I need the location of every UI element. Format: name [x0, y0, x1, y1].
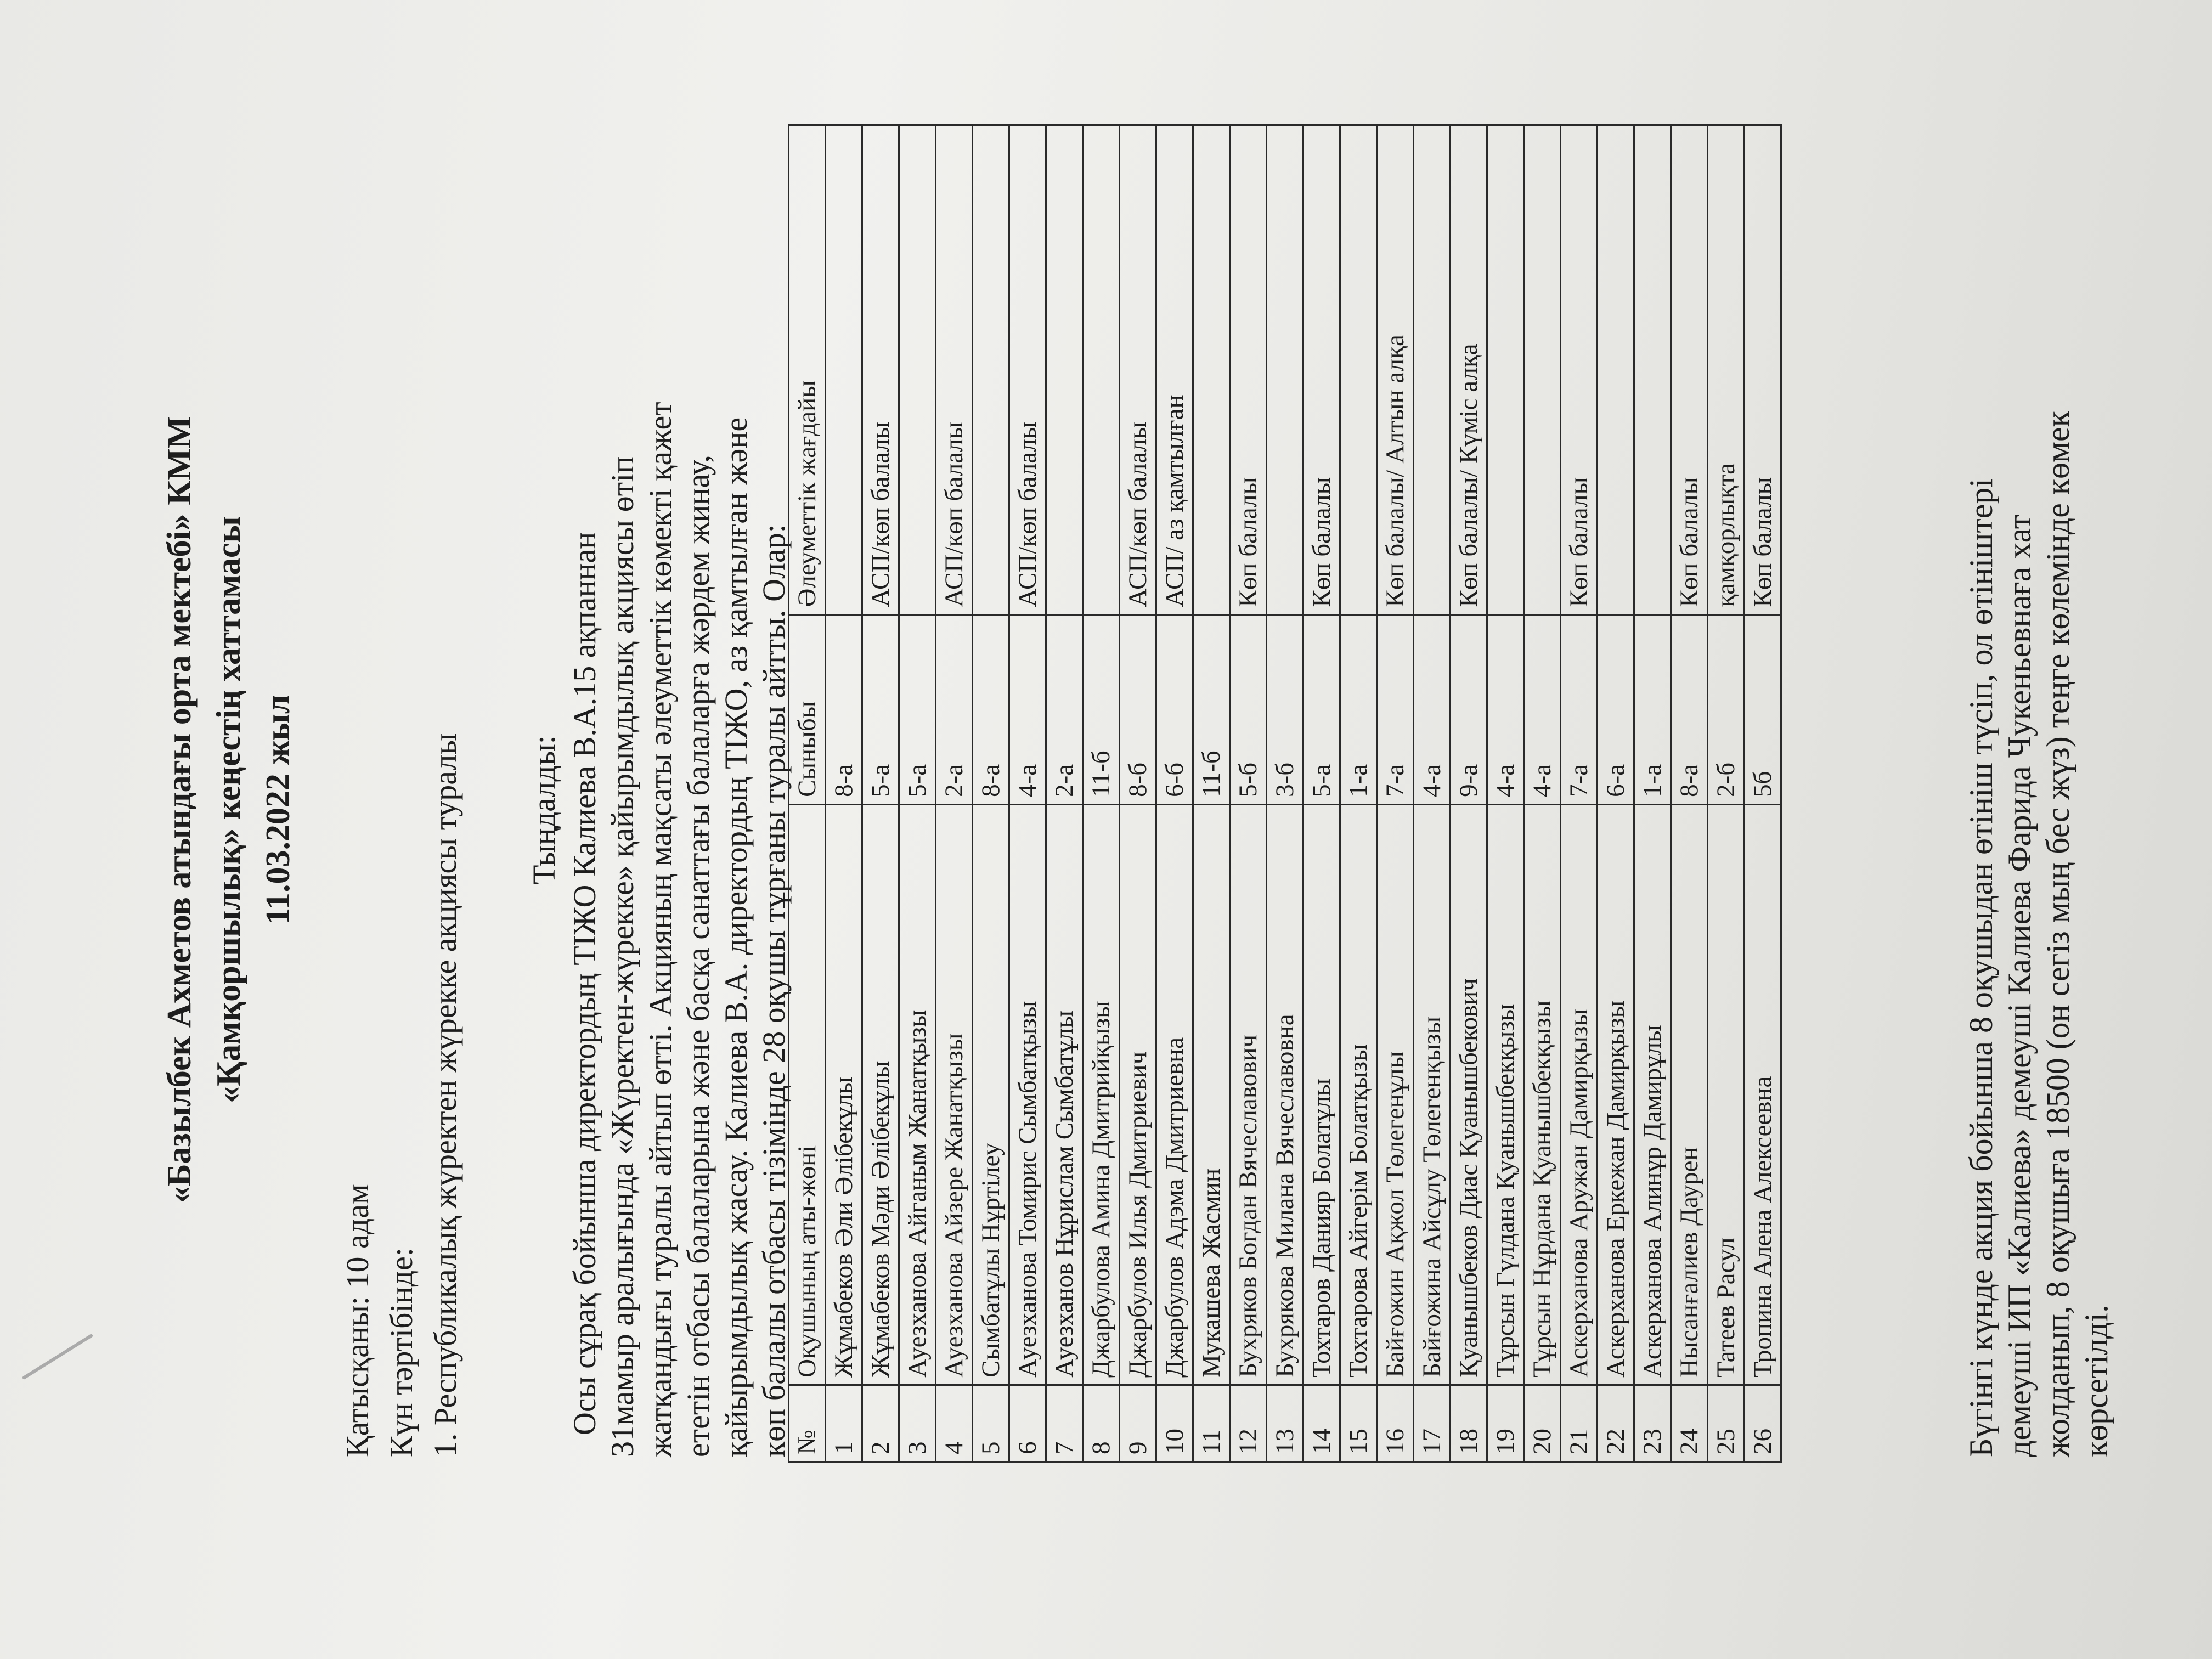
cell-number: 17 — [1414, 1385, 1451, 1462]
cell-class: 6-а — [1598, 614, 1634, 804]
cell-student-name: Байғожина Айсұлу Төлегенқызы — [1414, 804, 1451, 1385]
cell-number: 14 — [1304, 1385, 1340, 1462]
cell-status: Көп балалы — [1304, 125, 1340, 615]
cell-class: 6-б — [1156, 614, 1193, 804]
cell-student-name: Джарбулов Адэма Дмитриевна — [1156, 804, 1193, 1385]
cell-student-name: Тохтаров Данияр Болатұлы — [1304, 804, 1340, 1385]
cell-student-name: Байғожин Ақжол Төлегенұлы — [1377, 804, 1414, 1385]
cell-status — [826, 125, 862, 615]
attendance-count: Қатысқаны: 10 адам — [340, 1184, 375, 1457]
cell-class: 5-а — [862, 614, 899, 804]
cell-number: 25 — [1708, 1385, 1745, 1462]
cell-student-name: Тұрсын Гүлдана Қуанышбекқызы — [1487, 804, 1524, 1385]
cell-number: 15 — [1340, 1385, 1377, 1462]
cell-number: 3 — [899, 1385, 936, 1462]
cell-class: 11-б — [1193, 614, 1230, 804]
table-header-row — [789, 125, 826, 1462]
cell-student-name: Ауезханова Айзере Жанатқызы — [936, 804, 973, 1385]
cell-student-name: Аскерханова Еркежан Дамирқызы — [1598, 804, 1634, 1385]
col-status: Әлеуметтік жағдайы — [789, 125, 826, 615]
agenda-item: 1. Республикалық жүректен жүрекке акциясы туралы — [427, 733, 463, 1457]
cell-class: 4-а — [1487, 614, 1524, 804]
cell-status: АСП/көп балалы — [862, 125, 899, 615]
cell-status: АСП/көп балалы — [936, 125, 973, 615]
cell-status — [1524, 125, 1561, 615]
cell-status: Көп балалы — [1561, 125, 1598, 615]
cell-student-name: Бухрякова Милана Вячеславовна — [1267, 804, 1304, 1385]
cell-number: 18 — [1451, 1385, 1487, 1462]
cell-class: 7-а — [1377, 614, 1414, 804]
cell-class: 5-б — [1230, 614, 1267, 804]
cell-number: 9 — [1120, 1385, 1156, 1462]
body-line: жатқандығы туралы айтып өтті. Акцияның мақсаты әлеуметтік көмекті қажет — [642, 402, 678, 1457]
cell-status: АСП/ аз қамтылған — [1156, 125, 1193, 615]
footer-line: жолданып, 8 оқушыға 18500 (он сегіз мың бес жүз) теңге көлемінде көмек — [2040, 411, 2076, 1457]
cell-class: 5-а — [899, 614, 936, 804]
table-row — [1193, 125, 1230, 1462]
cell-number: 24 — [1671, 1385, 1708, 1462]
cell-number: 23 — [1634, 1385, 1671, 1462]
table-row — [1083, 125, 1120, 1462]
student-table — [788, 124, 1782, 1463]
cell-status: Көп балалы — [1745, 125, 1781, 615]
cell-student-name: Қуанышбеков Диас Қуанышбекович — [1451, 804, 1487, 1385]
cell-status — [1193, 125, 1230, 615]
cell-number: 21 — [1561, 1385, 1598, 1462]
cell-number: 10 — [1156, 1385, 1193, 1462]
cell-number: 7 — [1046, 1385, 1083, 1462]
cell-status: Көп балалы — [1230, 125, 1267, 615]
cell-student-name: Жұмабеков Әли Әлібекұлы — [826, 804, 862, 1385]
cell-class: 4-а — [1414, 614, 1451, 804]
cell-status — [1267, 125, 1304, 615]
cell-status — [1340, 125, 1377, 615]
body-line: ететін отбасы балаларына және басқа санаттағы балаларға жәрдем жинау, — [680, 455, 716, 1457]
cell-number: 19 — [1487, 1385, 1524, 1462]
cell-student-name: Аскерханова Аружан Дамирқызы — [1561, 804, 1598, 1385]
cell-student-name: Тохтарова Айгерім Болатқызы — [1340, 804, 1377, 1385]
cell-class: 5-а — [1304, 614, 1340, 804]
cell-number: 16 — [1377, 1385, 1414, 1462]
cell-student-name: Аскерханова Алинұр Дамирұлы — [1634, 804, 1671, 1385]
cell-number: 8 — [1083, 1385, 1120, 1462]
cell-status — [1634, 125, 1671, 615]
table-row — [1156, 125, 1193, 1462]
cell-student-name: Татеев Расул — [1708, 804, 1745, 1385]
table-row — [826, 125, 862, 1462]
cell-class: 8-а — [1671, 614, 1708, 804]
table-row — [1708, 125, 1745, 1462]
cell-student-name: Ауезханов Нұрислам Сымбатұлы — [1046, 804, 1083, 1385]
cell-status — [1598, 125, 1634, 615]
table-row — [1304, 125, 1340, 1462]
cell-class: 4-а — [1009, 614, 1046, 804]
table-row — [862, 125, 899, 1462]
table-row — [1634, 125, 1671, 1462]
table-row — [1377, 125, 1414, 1462]
table-row — [1230, 125, 1267, 1462]
cell-student-name: Нысанғалиев Даурен — [1671, 804, 1708, 1385]
cell-status — [899, 125, 936, 615]
cell-student-name: Джарбулов Илья Дмитриевич — [1120, 804, 1156, 1385]
cell-number: 5 — [973, 1385, 1009, 1462]
table-row — [1745, 125, 1781, 1462]
heard-heading: Тыңдалды: — [526, 735, 562, 884]
cell-status — [973, 125, 1009, 615]
table-row — [1598, 125, 1634, 1462]
cell-number: 26 — [1745, 1385, 1781, 1462]
footer-paragraph — [1962, 119, 2115, 1457]
body-line: көп балалы отбасы тізімінде 28 оқушы тұрғаны туралы айтты. Олар: — [756, 524, 792, 1457]
cell-student-name: Тұрсын Нұрдана Қуанышбекқызы — [1524, 804, 1561, 1385]
cell-number: 6 — [1009, 1385, 1046, 1462]
table-row — [1046, 125, 1083, 1462]
cell-class: 8-а — [826, 614, 862, 804]
cell-class: 7-а — [1561, 614, 1598, 804]
cell-class: 5б — [1745, 614, 1781, 804]
cell-status: Көп балалы — [1671, 125, 1708, 615]
cell-class: 2-б — [1708, 614, 1745, 804]
cell-class: 3-б — [1267, 614, 1304, 804]
table-row — [1120, 125, 1156, 1462]
cell-status: қамқорлықта — [1708, 125, 1745, 615]
cell-student-name: Ауезханова Томирис Сымбатқызы — [1009, 804, 1046, 1385]
table-row — [936, 125, 973, 1462]
body-paragraph — [566, 119, 793, 1457]
cell-status: АСП/көп балалы — [1009, 125, 1046, 615]
header-protocol-title: «Қамқоршылық» кеңестің хаттамасы — [210, 516, 247, 1103]
cell-class: 2-а — [936, 614, 973, 804]
table-row — [1009, 125, 1046, 1462]
table-row — [1561, 125, 1598, 1462]
cell-class: 1-а — [1340, 614, 1377, 804]
body-line: 31мамыр аралығында «Жүректен-жүрекке» қайырымдылық акциясы өтіп — [605, 456, 640, 1457]
header-date: 11.03.2022 жыл — [259, 695, 297, 925]
footer-line: көрсетілді. — [2078, 1304, 2114, 1457]
cell-status — [1487, 125, 1524, 615]
cell-status — [1083, 125, 1120, 615]
cell-student-name: Сымбатұлы Нұртілеу — [973, 804, 1009, 1385]
cell-student-name: Бухряков Богдан Вячеславович — [1230, 804, 1267, 1385]
header-school-name: «Базылбек Ахметов атындағы орта мектебі» КММ — [161, 416, 198, 1204]
cell-number: 22 — [1598, 1385, 1634, 1462]
cell-number: 11 — [1193, 1385, 1230, 1462]
cell-number: 2 — [862, 1385, 899, 1462]
footer-line: Бүгінгі күнде акция бойынша 8 оқушыдан өтініш түсіп, ол өтініштері — [1963, 478, 1999, 1457]
footer-line: демеуші ИП «Калиева» демеуші Калиева Фарида Чукеньевнаға хат — [2001, 515, 2038, 1457]
cell-status: АСП/көп балалы — [1120, 125, 1156, 615]
cell-status — [1414, 125, 1451, 615]
cell-number: 4 — [936, 1385, 973, 1462]
table-body — [826, 125, 1781, 1462]
body-line: Осы сұрақ бойынша директордың ТІЖО Калиева В.А.15 ақпаннан — [567, 532, 602, 1435]
cell-class: 1-а — [1634, 614, 1671, 804]
table-row — [1267, 125, 1304, 1462]
cell-student-name: Жұмабеков Мәди Әлібекұлы — [862, 804, 899, 1385]
cell-class: 9-а — [1451, 614, 1487, 804]
cell-class: 2-а — [1046, 614, 1083, 804]
cell-status: Көп балалы/ Күміс алқа — [1451, 125, 1487, 615]
cell-student-name: Джарбулова Амина Дмитрийқызы — [1083, 804, 1120, 1385]
agenda-title: Күн тәртібінде: — [383, 1247, 419, 1457]
cell-status: Көп балалы/ Алтын алқа — [1377, 125, 1414, 615]
table-row — [1487, 125, 1524, 1462]
table-row — [973, 125, 1009, 1462]
cell-class: 4-а — [1524, 614, 1561, 804]
col-name: Оқушының аты-жөні — [789, 804, 826, 1385]
cell-student-name: Ауезханова Айганым Жанатқызы — [899, 804, 936, 1385]
cell-number: 1 — [826, 1385, 862, 1462]
table-row — [1414, 125, 1451, 1462]
col-class: Сыныбы — [789, 614, 826, 804]
cell-class: 11-б — [1083, 614, 1120, 804]
table-row — [899, 125, 936, 1462]
cell-number: 20 — [1524, 1385, 1561, 1462]
cell-number: 13 — [1267, 1385, 1304, 1462]
document-sheet — [75, 25, 2137, 1594]
cell-status — [1046, 125, 1083, 615]
col-number: № — [789, 1385, 826, 1462]
table-row — [1524, 125, 1561, 1462]
cell-student-name: Тропина Алена Алексеевна — [1745, 804, 1781, 1385]
cell-class: 8-б — [1120, 614, 1156, 804]
table-row — [1340, 125, 1377, 1462]
cell-student-name: Мукашева Жасмин — [1193, 804, 1230, 1385]
table-row — [1671, 125, 1708, 1462]
cell-number: 12 — [1230, 1385, 1267, 1462]
body-line: қайырымдылық жасау. Калиева В.А. директордың ТІЖО, аз қамтылған және — [718, 417, 754, 1457]
cell-class: 8-а — [973, 614, 1009, 804]
table-row — [1451, 125, 1487, 1462]
